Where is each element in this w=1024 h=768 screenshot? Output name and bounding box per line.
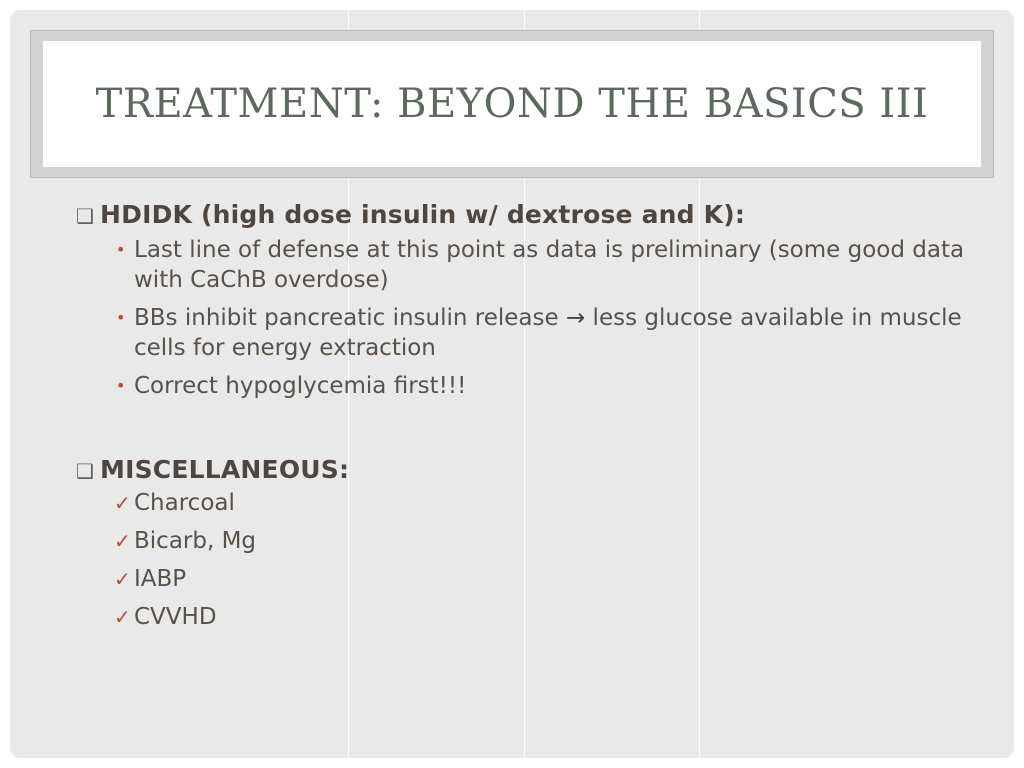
section-hdidk bbox=[76, 200, 976, 229]
bullet-text: Last line of defense at this point as data is preliminary (some good data with CaChB overdose) bbox=[134, 237, 965, 293]
check-text: Charcoal bbox=[134, 490, 235, 516]
checkmark-icon: ✓ bbox=[114, 529, 131, 553]
bullet-text: Correct hypoglycemia first!!! bbox=[134, 373, 467, 399]
check-text: Bicarb, Mg bbox=[134, 528, 257, 554]
bullet-dot-icon: • bbox=[116, 240, 126, 259]
slide-title: TREATMENT: BEYOND THE BASICS III bbox=[95, 81, 929, 127]
list-item bbox=[76, 526, 976, 556]
slide-content bbox=[76, 200, 976, 640]
section-heading: MISCELLANEOUS: bbox=[100, 455, 350, 484]
checkmark-icon: ✓ bbox=[114, 605, 131, 629]
section-heading: HDIDK (high dose insulin w/ dextrose and K): bbox=[100, 200, 746, 229]
bullet-dot-icon: • bbox=[116, 308, 126, 327]
section-miscellaneous bbox=[76, 455, 976, 484]
check-list bbox=[76, 488, 976, 632]
bullet-text: BBs inhibit pancreatic insulin release bbox=[134, 305, 559, 331]
check-text: IABP bbox=[134, 566, 187, 592]
bullet-text-continued: less glucose available in muscle cells for energy extraction bbox=[134, 305, 962, 361]
bullet-dot-icon: • bbox=[116, 376, 126, 395]
list-item bbox=[76, 488, 976, 518]
title-box bbox=[43, 41, 981, 167]
check-text: CVVHD bbox=[134, 604, 217, 630]
list-item bbox=[76, 602, 976, 632]
list-item bbox=[76, 303, 976, 363]
bullet-list bbox=[76, 235, 976, 401]
checkbox-icon: ❑ bbox=[76, 459, 94, 483]
checkmark-icon: ✓ bbox=[114, 491, 131, 515]
list-item bbox=[76, 235, 976, 295]
checkmark-icon: ✓ bbox=[114, 567, 131, 591]
checkbox-icon: ❑ bbox=[76, 204, 94, 228]
list-item bbox=[76, 564, 976, 594]
slide bbox=[10, 10, 1014, 758]
title-frame bbox=[30, 30, 994, 178]
list-item bbox=[76, 371, 976, 401]
arrow-right-icon: → bbox=[565, 305, 586, 331]
